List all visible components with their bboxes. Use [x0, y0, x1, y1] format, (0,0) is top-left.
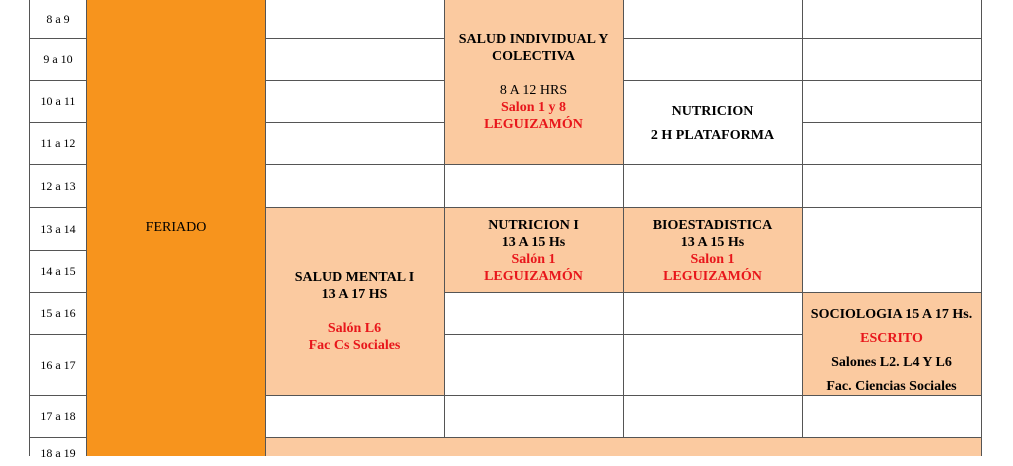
course-place: Fac. Ciencias Sociales [826, 379, 957, 394]
nutricion-plataforma-text [623, 103, 802, 144]
course-title: COLECTIVA [492, 49, 575, 64]
time-slot: 18 a 19 [40, 446, 76, 460]
feriado-column [87, 0, 265, 456]
exam-mode: ESCRITO [860, 331, 923, 346]
time-slot: 17 a 18 [40, 409, 76, 423]
course-title: BIOESTADISTICA [652, 218, 773, 233]
course-place: LEGUIZAMÓN [484, 269, 583, 284]
time-slot: 12 a 13 [40, 178, 76, 193]
course-room: Salon 1 y 8 [501, 100, 566, 115]
time-slot: 14 a 15 [40, 264, 76, 278]
bottom-row-block [265, 438, 981, 456]
salud-mental-text [265, 269, 444, 354]
course-room: Salones L2. L4 Y L6 [831, 355, 952, 370]
course-title: NUTRICION [671, 104, 754, 119]
course-detail: 2 H PLATAFORMA [650, 128, 775, 143]
course-title: SALUD INDIVIDUAL Y [458, 32, 609, 47]
course-hours: 13 A 15 Hs [680, 235, 745, 250]
feriado-label: FERIADO [145, 220, 207, 235]
course-room: Salón L6 [327, 321, 382, 336]
sociologia-text [802, 303, 981, 399]
course-title: SOCIOLOGIA 15 A 17 Hs. [810, 307, 973, 322]
course-title: NUTRICION I [488, 218, 579, 233]
time-slot: 11 a 12 [40, 136, 76, 150]
course-place: Fac Cs Sociales [308, 338, 401, 353]
course-room: Salón 1 [511, 252, 556, 267]
time-slot: 16 a 17 [40, 357, 76, 372]
bioestadistica-text [623, 217, 802, 285]
nutricion-i-text [444, 217, 623, 285]
time-slot: 15 a 16 [40, 306, 76, 320]
course-hours: 13 A 15 Hs [501, 235, 566, 250]
time-slot: 9 a 10 [43, 52, 73, 66]
course-room: Salon 1 [690, 252, 735, 267]
course-hours: 13 A 17 HS [321, 287, 388, 302]
course-title: SALUD MENTAL I [294, 270, 415, 285]
salud-individual-text [444, 31, 623, 133]
course-hours: 8 A 12 HRS [499, 83, 568, 98]
time-slot: 8 a 9 [46, 11, 70, 26]
course-place: LEGUIZAMÓN [484, 117, 583, 132]
time-slot: 10 a 11 [40, 94, 76, 108]
time-slot: 13 a 14 [40, 221, 76, 236]
course-place: LEGUIZAMÓN [663, 269, 762, 284]
